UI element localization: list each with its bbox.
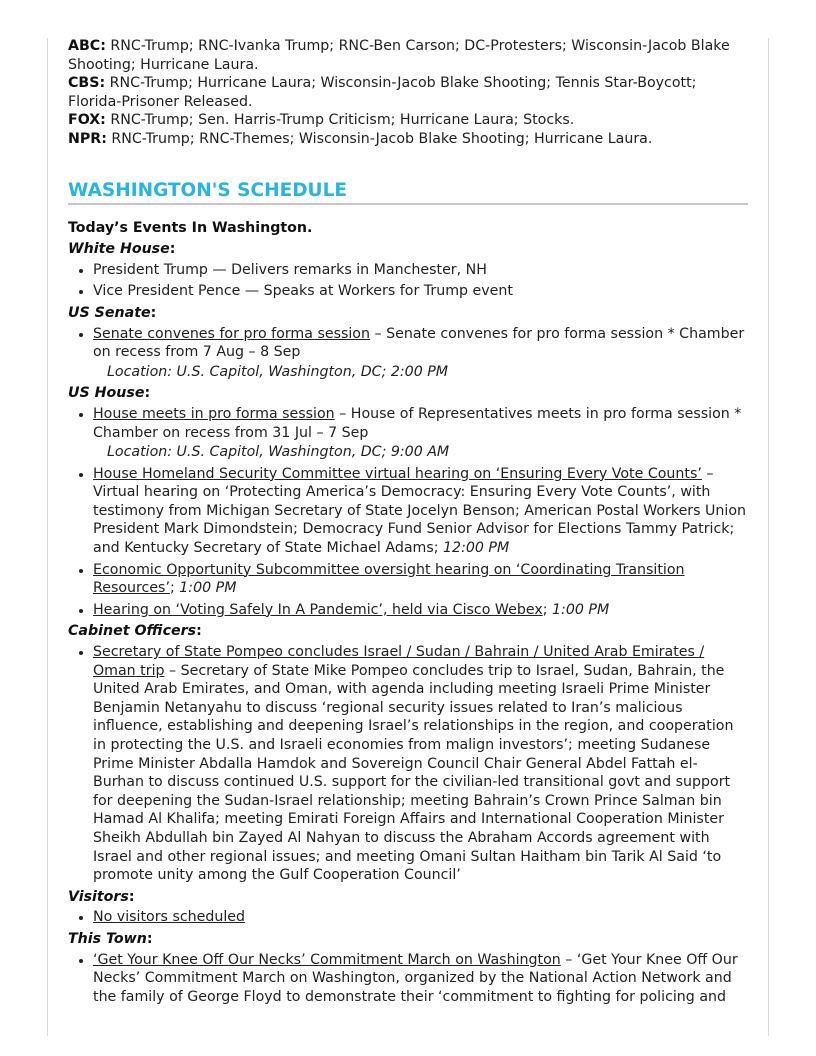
list-item: • ‘Get Your Knee Off Our Necks’ Commitment March on Washington – ‘Get Your Knee Off Our Necks’ Commitment March on Washington, organized by the National Action Network and the family of George Floyd to demonstrate their ‘commitment to fighting for policing and bbox=[93, 951, 748, 1007]
senate-list bbox=[68, 325, 748, 382]
page-border-left bbox=[47, 38, 48, 1036]
event-link[interactable]: House meets in pro forma session bbox=[93, 405, 335, 422]
rundown-npr: NPR: RNC-Trump; RNC-Themes; Wisconsin-Jacob Blake Shooting; Hurricane Laura. bbox=[68, 130, 653, 147]
white-house-list bbox=[68, 261, 748, 301]
event-link[interactable]: Senate convenes for pro forma session bbox=[93, 325, 370, 342]
list-item bbox=[93, 908, 748, 927]
rundown-abc: ABC: RNC-Trump; RNC-Ivanka Trump; RNC-Ben Carson; DC-Protesters; Wisconsin-Jacob Blake Shooting; Hurricane Laura. bbox=[68, 38, 730, 73]
category-us-senate: US Senate: bbox=[68, 304, 157, 321]
event-time: 1:00 PM bbox=[179, 580, 237, 597]
category-white-house: White House: bbox=[68, 241, 176, 258]
list-item: • Hearing on ‘Voting Safely In A Pandemic’, held via Cisco Webex; 1:00 PM bbox=[93, 601, 748, 620]
event-link[interactable]: House Homeland Security Committee virtual hearing on ‘Ensuring Every Vote Counts’ bbox=[93, 465, 702, 482]
list-item: • Economic Opportunity Subcommittee oversight hearing on ‘Coordinating Transition Resources’; 1:00 PM bbox=[93, 561, 748, 598]
event-link[interactable]: Secretary of State Pompeo concludes Israel / Sudan / Bahrain / United Arab Emirates / Oman trip bbox=[93, 644, 705, 679]
category-us-house: US House: bbox=[68, 385, 151, 402]
category-cabinet-officers: Cabinet Officers: bbox=[68, 623, 202, 640]
event-link[interactable]: No visitors scheduled bbox=[93, 909, 246, 926]
list-item: • House Homeland Security Committee virtual hearing on ‘Ensuring Every Vote Counts’ – Virtual hearing on ‘Protecting America’s Democracy: Ensuring Every Vote Counts’, with testimony from Michigan Secretary of State Jocelyn Benson; American Postal Workers Union President Mark Dimondstein; Democracy Fund Senior Advisor for Elections Tammy Patrick; and Kentucky Secretary of State Michael Adams; 12:00 PM bbox=[93, 465, 748, 558]
this-town-list bbox=[68, 951, 748, 1007]
event-link[interactable]: ‘Get Your Knee Off Our Necks’ Commitment March on Washington bbox=[93, 951, 561, 968]
rundown-fox: FOX: RNC-Trump; Sen. Harris-Trump Criticism; Hurricane Laura; Stocks. bbox=[68, 112, 575, 129]
event-link[interactable]: Economic Opportunity Subcommittee oversight hearing on ‘Coordinating Transition Resources’ bbox=[93, 561, 685, 597]
list-item: • Vice President Pence — Speaks at Workers for Trump event bbox=[93, 282, 748, 301]
list-item: • Senate convenes for pro forma session – Senate convenes for pro forma session * Chamber on recess from 7 Aug – 8 Sep Location: U.S. Capitol, Washington, DC; 2:00 PM bbox=[93, 325, 748, 382]
visitors-list bbox=[68, 908, 748, 927]
today-heading: Today’s Events In Washington. bbox=[68, 219, 313, 236]
event-time: 1:00 PM bbox=[552, 601, 610, 618]
list-item: • House meets in pro forma session – House of Representatives meets in pro forma session * Chamber on recess from 31 Jul – 7 Sep Location: U.S. Capitol, Washington, DC; 9:00 AM bbox=[93, 405, 748, 462]
list-item: • President Trump — Delivers remarks in Manchester, NH bbox=[93, 261, 748, 280]
house-list bbox=[68, 405, 748, 620]
event-location: Location: U.S. Capitol, Washington, DC; 2:00 PM bbox=[107, 363, 449, 380]
document-body bbox=[68, 37, 748, 1009]
section-title: WASHINGTON'S SCHEDULE bbox=[68, 179, 748, 205]
page-border-right bbox=[768, 38, 769, 1036]
cabinet-list bbox=[68, 643, 748, 885]
event-link[interactable]: Hearing on ‘Voting Safely In A Pandemic’, held via Cisco Webex bbox=[93, 601, 543, 618]
rundown-cbs: CBS: RNC-Trump; Hurricane Laura; Wisconsin-Jacob Blake Shooting; Tennis Star-Boycott; Florida-Prisoner Released. bbox=[68, 75, 697, 110]
list-item: • Secretary of State Pompeo concludes Israel / Sudan / Bahrain / United Arab Emirates / Oman trip – Secretary of State Mike Pompeo concludes trip to Israel, Sudan, Bahrain, the United Arab Emirates, and Oman, with agenda including meeting Israeli Prime Minister Benjamin Netanyahu to discuss ‘regional security issues related to Iran’s malicious influence, establishing and deepening Israel’s relationships in the region, and cooperation in protecting the U.S. and Israeli economies from malign investors’; meeting Sudanese Prime Minister Abdalla Hamdok and Sovereign Council Chair General Abdel Fattah el-Burhan to discuss continued U.S. support for the civilian-led transitional govt and support for deepening the Sudan-Israel relationship; meeting Bahrain’s Crown Prince Salman bin Hamad Al Khalifa; meeting Emirati Foreign Affairs and International Cooperation Minister Sheikh Abdullah bin Zayed Al Nahyan to discuss the Abraham Accords agreement with Israel and other regional issues; and meeting Omani Sultan Haitham bin Tarik Al Said ‘to promote unity among the Gulf Cooperation Council’ bbox=[93, 643, 748, 885]
event-time: 12:00 PM bbox=[443, 540, 510, 557]
network-rundown bbox=[68, 37, 748, 149]
event-location: Location: U.S. Capitol, Washington, DC; 9:00 AM bbox=[107, 444, 450, 461]
category-visitors: Visitors: bbox=[68, 888, 135, 905]
category-this-town: This Town: bbox=[68, 930, 153, 947]
